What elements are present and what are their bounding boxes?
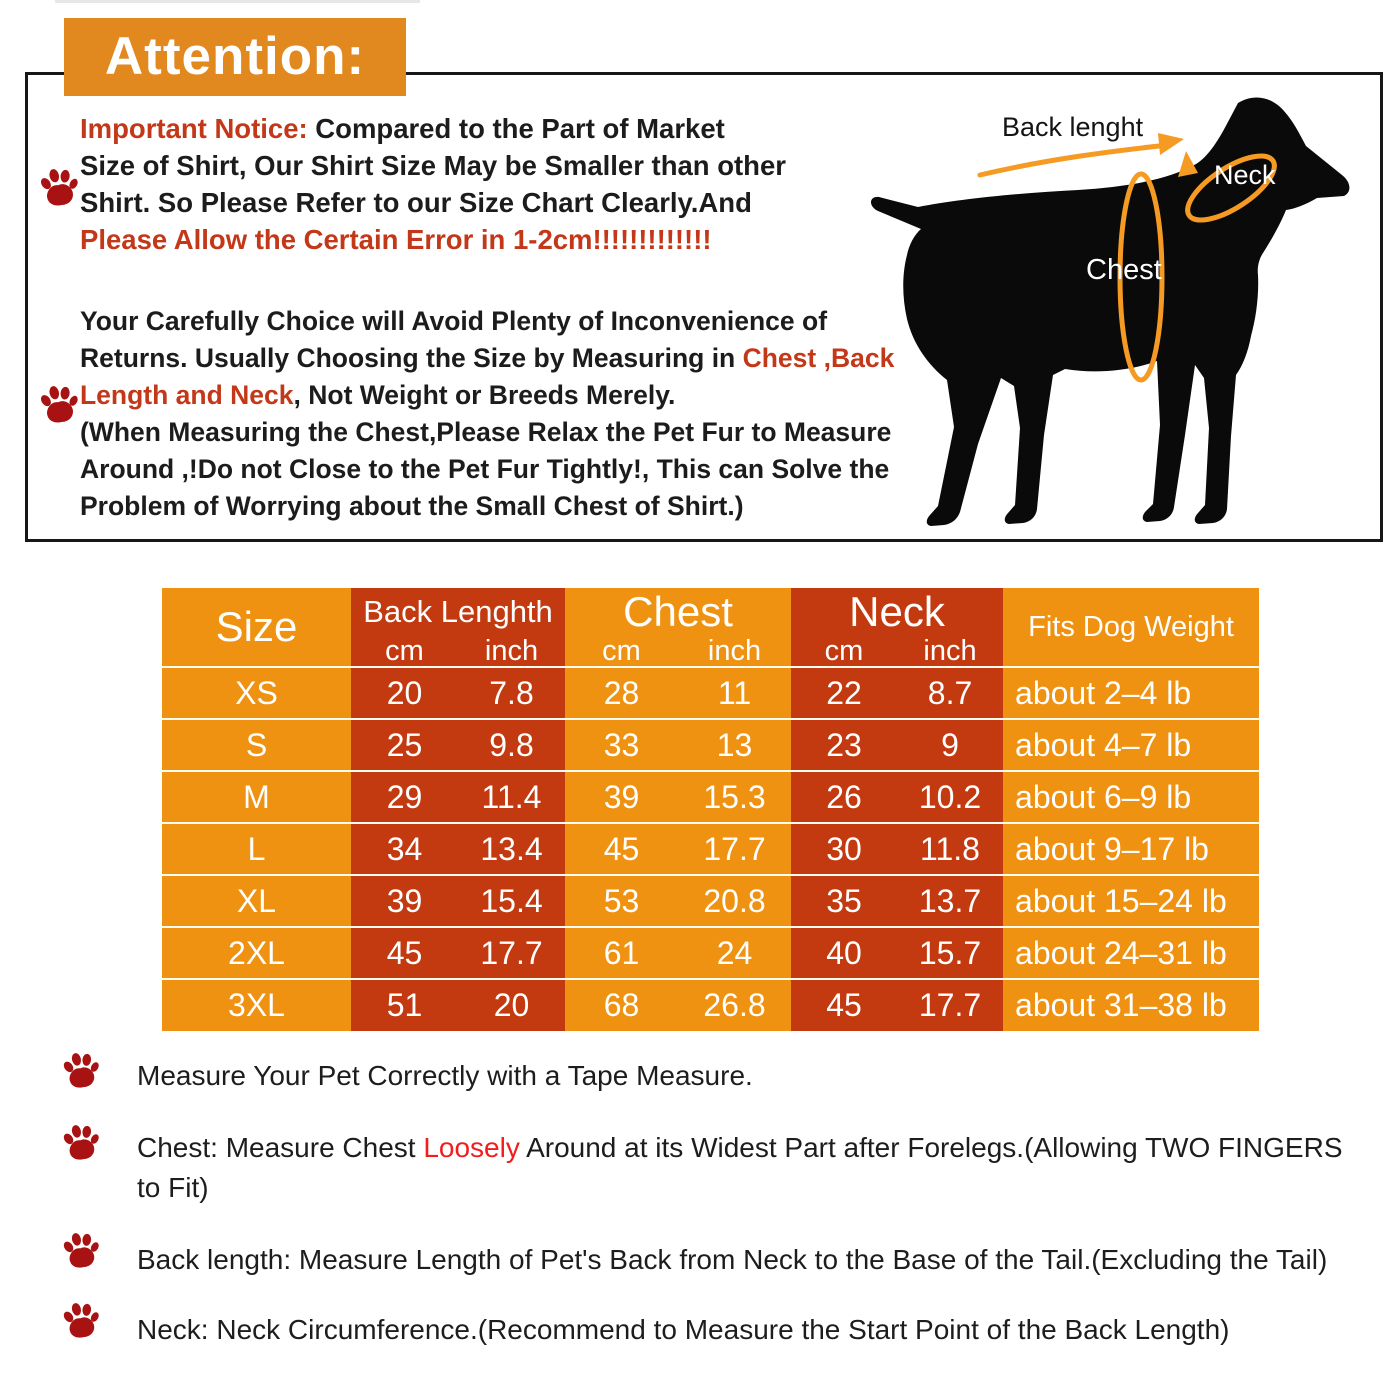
table-row [162,771,1259,823]
cell-weight: about 4–7 lb [1003,719,1259,771]
cell-neck-inch: 17.7 [897,979,1003,1031]
cell-neck-cm: 35 [791,875,897,927]
unit-inch: inch [458,636,565,667]
cell-chest-cm: 68 [565,979,678,1031]
neck-arrowhead [1178,151,1198,177]
measuring-advice-text [80,303,894,525]
tip-neck: Neck: Neck Circumference.(Recommend to Measure the Start Point of the Back Length) [137,1314,1230,1345]
cell-neck-cm: 30 [791,823,897,875]
cell-neck-inch: 10.2 [897,771,1003,823]
tip-tape-measure: Measure Your Pet Correctly with a Tape Measure. [137,1060,753,1091]
important-notice-text [80,110,786,258]
cell-chest-cm: 45 [565,823,678,875]
cell-weight: about 9–17 lb [1003,823,1259,875]
attention-title: Attention: [104,27,366,86]
dog-body-shape [871,97,1349,526]
paw-icon [61,1232,99,1270]
advice-line: Length and Neck, Not Weight or Breeds Merely. [80,380,676,410]
cell-chest-inch: 11 [678,667,791,719]
col-header-back-length: Back Lenghth [351,588,565,636]
advice-line: Returns. Usually Choosing the Size by Measuring in Chest ,Back [80,343,895,373]
unit-inch: inch [678,636,791,667]
cell-back-inch: 17.7 [458,927,565,979]
paw-icon [61,1124,99,1162]
unit-cm: cm [791,636,897,667]
cell-chest-inch: 24 [678,927,791,979]
cell-back-cm: 51 [351,979,458,1031]
cell-size: 2XL [162,927,351,979]
cell-back-inch: 20 [458,979,565,1031]
cell-neck-inch: 9 [897,719,1003,771]
top-crop-remnant [55,0,420,3]
cell-size: L [162,823,351,875]
cell-neck-inch: 8.7 [897,667,1003,719]
advice-line: Around ,!Do not Close to the Pet Fur Tightly!, This can Solve the [80,454,890,484]
cell-back-cm: 45 [351,927,458,979]
cell-neck-inch: 11.8 [897,823,1003,875]
cell-neck-inch: 13.7 [897,875,1003,927]
cell-back-cm: 29 [351,771,458,823]
paw-icon [38,385,78,425]
tip-chest: Chest: Measure Chest Loosely Around at its Widest Part after Forelegs.(Allowing TWO FINGERS to Fit) [137,1132,1343,1203]
cell-size: M [162,771,351,823]
col-header-neck: Neck [791,588,1003,636]
cell-neck-cm: 22 [791,667,897,719]
cell-weight: about 24–31 lb [1003,927,1259,979]
notice-line: Shirt. So Please Refer to our Size Chart Clearly.And [80,187,752,218]
dog-silhouette-image [858,85,1383,530]
neck-label: Neck [1214,160,1276,190]
cell-size: XS [162,667,351,719]
tip-back-length: Back length: Measure Length of Pet's Back from Neck to the Base of the Tail.(Excluding the Tail) [137,1244,1328,1275]
cell-chest-inch: 20.8 [678,875,791,927]
notice-line: Size of Shirt, Our Shirt Size May be Smaller than other [80,150,786,181]
table-header-row [162,588,1259,636]
back-length-label: Back lenght [1002,112,1144,142]
cell-chest-cm: 28 [565,667,678,719]
table-row [162,875,1259,927]
cell-weight: about 2–4 lb [1003,667,1259,719]
table-row [162,719,1259,771]
table-row [162,979,1259,1031]
cell-size: 3XL [162,979,351,1031]
chest-label: Chest [1086,254,1162,286]
size-table [162,588,1259,1031]
cell-back-cm: 20 [351,667,458,719]
cell-back-inch: 7.8 [458,667,565,719]
advice-line: Your Carefully Choice will Avoid Plenty of Inconvenience of [80,306,828,336]
paw-icon [61,1302,99,1340]
table-row [162,927,1259,979]
back-length-arrowhead [1158,133,1184,155]
cell-neck-cm: 45 [791,979,897,1031]
cell-weight: about 15–24 lb [1003,875,1259,927]
advice-line: (When Measuring the Chest,Please Relax the Pet Fur to Measure [80,417,892,447]
cell-chest-cm: 61 [565,927,678,979]
cell-chest-inch: 26.8 [678,979,791,1031]
cell-weight: about 6–9 lb [1003,771,1259,823]
cell-neck-cm: 26 [791,771,897,823]
col-header-chest: Chest [565,588,791,636]
advice-line: Problem of Worrying about the Small Chest of Shirt.) [80,491,744,521]
cell-chest-cm: 39 [565,771,678,823]
table-row [162,823,1259,875]
cell-size: XL [162,875,351,927]
unit-cm: cm [351,636,458,667]
cell-chest-cm: 53 [565,875,678,927]
cell-neck-inch: 15.7 [897,927,1003,979]
notice-line: Important Notice: Compared to the Part of Market [80,113,725,144]
cell-back-cm: 34 [351,823,458,875]
cell-back-cm: 25 [351,719,458,771]
back-length-measure-line [980,145,1168,175]
cell-chest-inch: 13 [678,719,791,771]
col-header-weight: Fits Dog Weight [1003,588,1259,667]
cell-size: S [162,719,351,771]
cell-neck-cm: 23 [791,719,897,771]
notice-line: Please Allow the Certain Error in 1-2cm!!!!!!!!!!!!! [80,224,712,255]
cell-chest-inch: 17.7 [678,823,791,875]
cell-weight: about 31–38 lb [1003,979,1259,1031]
unit-cm: cm [565,636,678,667]
cell-neck-cm: 40 [791,927,897,979]
paw-icon [61,1052,99,1090]
unit-inch: inch [897,636,1003,667]
cell-back-inch: 13.4 [458,823,565,875]
attention-header [64,18,406,96]
cell-back-inch: 9.8 [458,719,565,771]
cell-chest-inch: 15.3 [678,771,791,823]
cell-back-inch: 11.4 [458,771,565,823]
cell-back-inch: 15.4 [458,875,565,927]
cell-back-cm: 39 [351,875,458,927]
table-row [162,667,1259,719]
cell-chest-cm: 33 [565,719,678,771]
paw-icon [38,168,78,208]
col-header-size: Size [162,588,351,667]
